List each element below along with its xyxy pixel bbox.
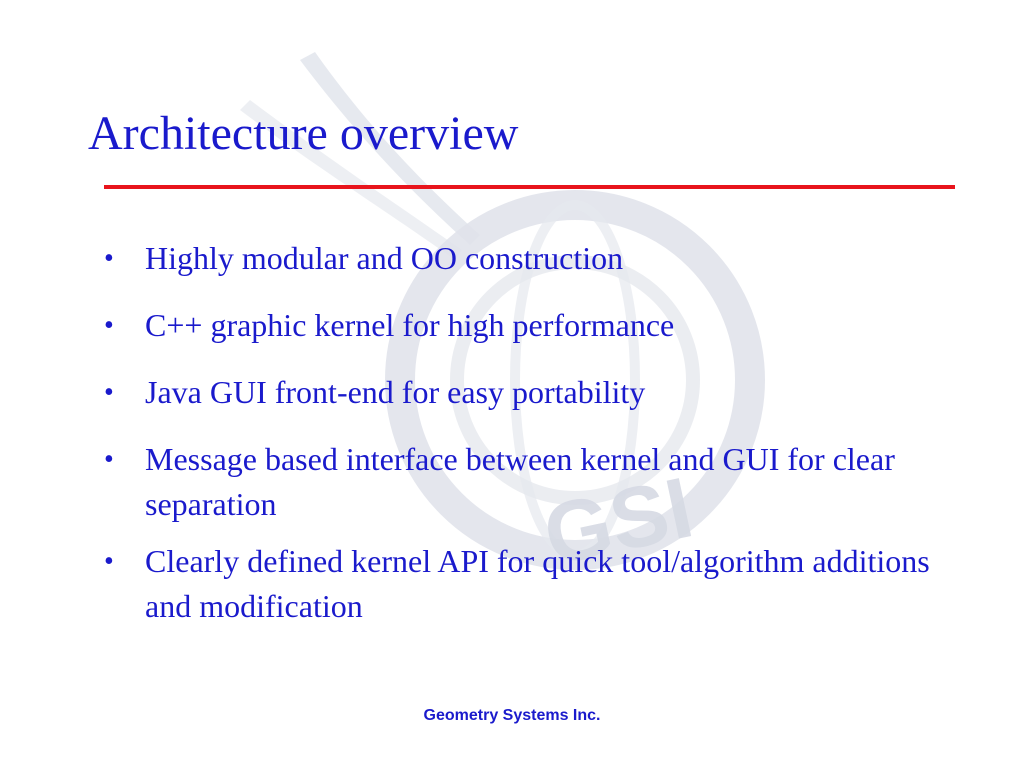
bullet-text: Highly modular and OO construction [145, 240, 624, 276]
title-divider [104, 185, 955, 189]
footer-company-name: Geometry Systems Inc. [423, 707, 601, 724]
bullet-item [100, 539, 960, 629]
bullet-text: Clearly defined kernel API for quick tool/algorithm additions and modification [145, 543, 930, 624]
bullet-text: Java GUI front-end for easy portability [145, 374, 646, 410]
bullet-item [100, 303, 960, 348]
bullet-dot-icon: • [104, 243, 114, 274]
watermark-letters: GSI [535, 459, 701, 585]
bullet-dot-icon: • [104, 377, 114, 408]
bullet-dot-icon: • [104, 546, 114, 577]
bullet-item [100, 236, 960, 281]
bullet-dot-icon: • [104, 444, 114, 475]
bullet-item [100, 370, 960, 415]
bullet-list [100, 236, 960, 651]
bullet-text: C++ graphic kernel for high performance [145, 307, 675, 343]
bullet-dot-icon: • [104, 310, 114, 341]
bullet-text: Message based interface between kernel and GUI for clear separation [145, 441, 895, 522]
page-title: Architecture overview [88, 107, 519, 160]
bullet-item [100, 437, 960, 527]
